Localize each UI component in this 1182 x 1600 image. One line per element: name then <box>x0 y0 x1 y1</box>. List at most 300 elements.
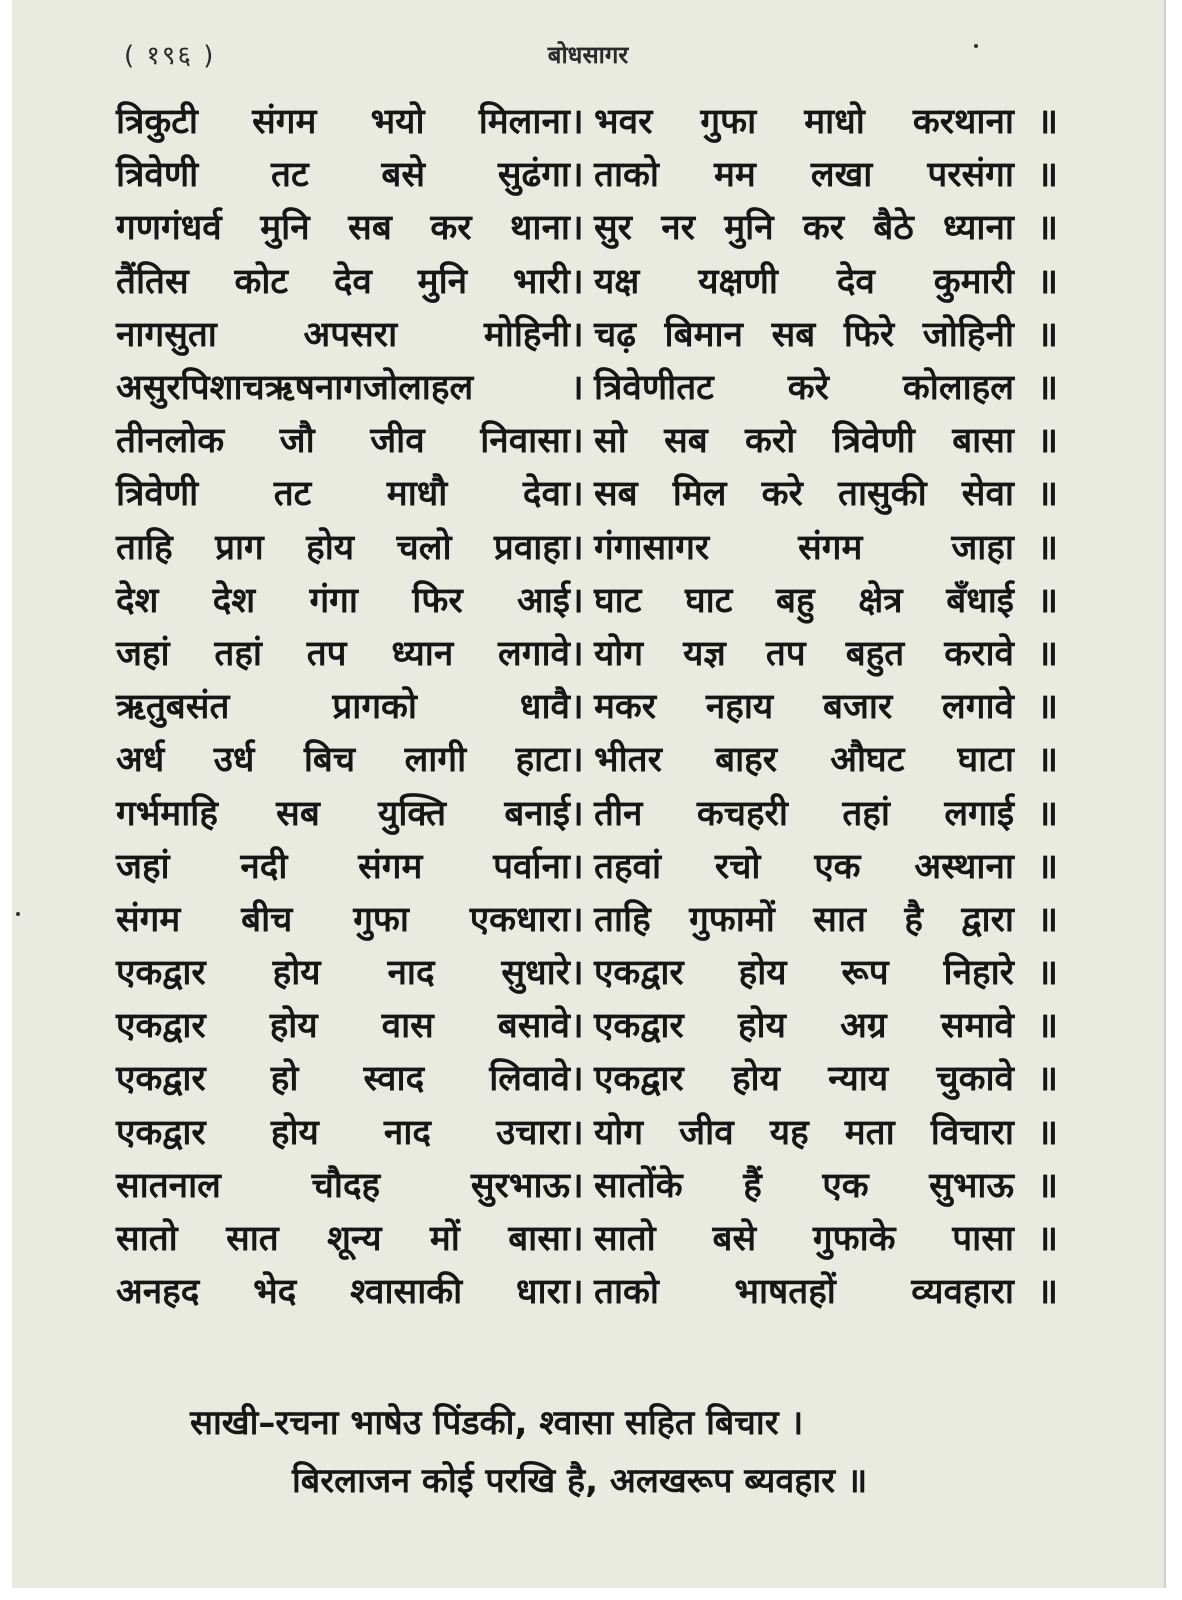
verse-word: सेवा <box>961 474 1014 515</box>
verse-word: निवासा <box>480 421 570 462</box>
verse-word: भयो <box>370 102 425 143</box>
verse-half <box>584 1006 1014 1047</box>
double-danda-mark: ॥ <box>1037 1219 1058 1260</box>
verse-word: ताहि <box>116 527 173 568</box>
danda-mark: । <box>570 1112 584 1153</box>
verse-word: युक्ति <box>378 793 447 834</box>
verse-word: आई <box>517 580 570 621</box>
verse-word: सब <box>771 314 816 355</box>
double-danda-mark: ॥ <box>1037 368 1058 409</box>
verse-word: भीतर <box>594 740 662 781</box>
verse-word: जीव <box>679 1112 734 1153</box>
verse-half <box>584 527 1014 568</box>
verse-word: गुफाके <box>812 1219 896 1260</box>
page-number: ( १९६ ) <box>124 41 216 71</box>
verse-word: सो <box>594 421 627 462</box>
sakhi-line-2: बिरलाजन कोई परखि है, अलखरूप ब्यवहार ॥ <box>292 1461 868 1501</box>
verse-word: भवर <box>594 102 653 143</box>
speck <box>974 44 978 48</box>
double-danda-mark: ॥ <box>1037 1112 1058 1153</box>
verse-word: एकद्वार <box>116 1112 206 1153</box>
verse-word: जीव <box>370 421 425 462</box>
verse-line <box>112 96 1062 149</box>
verse-half <box>112 527 570 568</box>
verse-word: व्यवहारा <box>911 1272 1014 1313</box>
verse-word: क्षेत्र <box>858 580 903 621</box>
verse-word: देव <box>333 261 372 302</box>
verse-word: मकर <box>594 687 657 728</box>
verse-word: चलो <box>396 527 452 568</box>
verse-half <box>112 208 570 249</box>
verse-word: नहाय <box>705 687 774 728</box>
verse-word: होय <box>306 527 355 568</box>
verse-word: यक्षणी <box>698 261 778 302</box>
verse-word: गणगंधर्व <box>116 208 222 249</box>
double-danda-mark: ॥ <box>1037 155 1058 196</box>
verse-half <box>584 102 1014 143</box>
verse-word: यह <box>769 1112 809 1153</box>
verse-word: त्रिवेणी <box>832 421 915 462</box>
verse-word: ऋतुबसंत <box>116 687 230 728</box>
verse-half <box>584 208 1014 249</box>
verse-word: करथाना <box>912 102 1014 143</box>
verse-word: प्रवाहा <box>493 527 570 568</box>
verse-word: हो <box>270 1059 299 1100</box>
double-danda-mark: ॥ <box>1037 474 1058 515</box>
verse-half <box>584 474 1014 515</box>
verse-word: असुरपिशाचऋषनागजोलाहल <box>116 368 474 409</box>
danda-mark: । <box>570 580 584 621</box>
verse-half <box>584 314 1014 355</box>
verse-half <box>112 102 570 143</box>
verse-line <box>112 575 1062 628</box>
verse-half <box>584 633 1014 674</box>
verse-word: लिवावे <box>489 1059 570 1100</box>
verse-word: हाटा <box>515 740 570 781</box>
verse-word: बनाई <box>504 793 570 834</box>
verse-word: बिच <box>303 740 356 781</box>
verse-word: मिलाना <box>478 102 570 143</box>
verse-half <box>112 474 570 515</box>
verse-word: एकद्वार <box>594 1059 684 1100</box>
verse-word: सब <box>594 474 638 515</box>
verse-line <box>112 309 1062 362</box>
danda-mark: । <box>570 1059 584 1100</box>
verse-half <box>112 953 570 994</box>
verse-word: तैंतिस <box>116 261 189 302</box>
verse-word: करे <box>787 368 829 409</box>
verse-word: नाद <box>387 953 435 994</box>
verse-half <box>112 899 570 940</box>
verse-word: गुफा <box>700 102 757 143</box>
verse-word: सातनाल <box>116 1165 221 1206</box>
danda-mark: । <box>570 261 584 302</box>
verse-word: भाषतहों <box>734 1272 836 1313</box>
verse-word: तीन <box>594 793 643 834</box>
verse-half <box>112 793 570 834</box>
verse-word: प्राग <box>215 527 264 568</box>
verse-half <box>584 1272 1014 1313</box>
verse-half <box>584 899 1014 940</box>
verse-word: कोट <box>234 261 289 302</box>
verse-word: अस्थाना <box>914 846 1014 887</box>
verse-word: गर्भमाहि <box>116 793 218 834</box>
double-danda-mark: ॥ <box>1037 846 1058 887</box>
verse-word: देश <box>212 580 256 621</box>
verse-word: सुधारे <box>501 953 570 994</box>
verse-word: चढ़ <box>594 314 636 355</box>
verse-word: संगम <box>252 102 317 143</box>
verse-word: एकद्वार <box>116 1006 206 1047</box>
verse-word: योग <box>594 633 644 674</box>
double-danda-mark: ॥ <box>1037 580 1058 621</box>
verse-word: चुकावे <box>936 1059 1014 1100</box>
verse-word: मुनि <box>417 261 468 302</box>
verse-word: देव <box>836 261 875 302</box>
verse-word: मुनि <box>260 208 310 249</box>
verse-word: समावे <box>940 1006 1014 1047</box>
verse-word: त्रिकुटी <box>116 102 198 143</box>
double-danda-mark: ॥ <box>1037 740 1058 781</box>
verse-word: जौ <box>279 421 315 462</box>
verse-word: सात <box>813 899 866 940</box>
verse-word: सुभाऊ <box>929 1165 1014 1206</box>
verse-half <box>112 1006 570 1047</box>
double-danda-mark: ॥ <box>1037 633 1058 674</box>
danda-mark: । <box>570 899 584 940</box>
verse-half <box>584 687 1014 728</box>
double-danda-mark: ॥ <box>1037 1059 1058 1100</box>
verse-word: मता <box>844 1112 895 1153</box>
verse-word: अनहद <box>116 1272 200 1313</box>
verse-word: यक्ष <box>594 261 640 302</box>
verse-word: नर <box>661 208 695 249</box>
verse-word: भेद <box>253 1272 297 1313</box>
verse-line <box>112 628 1062 681</box>
verse-word: ताहि <box>594 899 651 940</box>
danda-mark: । <box>570 846 584 887</box>
verse-word: बासा <box>508 1219 570 1260</box>
verse-line <box>112 362 1062 415</box>
double-danda-mark: ॥ <box>1037 793 1058 834</box>
verse-word: उर्ध <box>213 740 255 781</box>
verse-word: बजार <box>822 687 893 728</box>
verse-half <box>584 1165 1014 1206</box>
verse-half <box>112 1165 570 1206</box>
verse-word: धावै <box>519 687 570 728</box>
verse-half <box>584 740 1014 781</box>
verse-word: करे <box>761 474 803 515</box>
verse-word: द्वारा <box>961 899 1014 940</box>
verse-word: त्रिवेणी <box>116 474 199 515</box>
verse-half <box>112 846 570 887</box>
verse-word: नदी <box>240 846 288 887</box>
verse-word: गंगा <box>309 580 358 621</box>
verse-word: लागी <box>404 740 467 781</box>
verse-half <box>112 1219 570 1260</box>
verse-word: लखा <box>810 155 873 196</box>
verse-word: सुर <box>594 208 632 249</box>
verse-word: बँधाई <box>946 580 1014 621</box>
verse-word: बासा <box>952 421 1014 462</box>
verse-word: है <box>904 899 923 940</box>
verse-line <box>112 681 1062 734</box>
verse-word: बसावे <box>497 1006 570 1047</box>
verse-word: बहु <box>776 580 815 621</box>
verse-word: रूप <box>841 953 889 994</box>
verse-word: तट <box>273 474 312 515</box>
verse-word: माधो <box>804 102 865 143</box>
verse-word: एकधारा <box>469 899 570 940</box>
verse-word: होय <box>737 1006 786 1047</box>
danda-mark: । <box>570 314 584 355</box>
verse-half <box>584 421 1014 462</box>
verse-word: बाहर <box>715 740 778 781</box>
verse-half <box>112 368 570 409</box>
double-danda-mark: ॥ <box>1037 1272 1058 1313</box>
verse-line <box>112 841 1062 894</box>
verse-word: संगम <box>798 527 863 568</box>
verse-word: तहां <box>214 633 262 674</box>
verse-word: सब <box>348 208 392 249</box>
verse-word: औघट <box>830 740 905 781</box>
verse-word: देश <box>116 580 159 621</box>
verse-word: रचो <box>714 846 761 887</box>
verse-line <box>112 468 1062 521</box>
danda-mark: । <box>570 527 584 568</box>
verse-word: सब <box>276 793 320 834</box>
danda-mark: । <box>570 953 584 994</box>
verse-word: पासा <box>952 1219 1014 1260</box>
verse-word: घाटा <box>957 740 1014 781</box>
verse-word: जहां <box>116 846 170 887</box>
verse-word: त्रिवेणी <box>116 155 199 196</box>
verse-word: एकद्वार <box>116 953 206 994</box>
verse-word: स्वाद <box>363 1059 425 1100</box>
danda-mark: । <box>570 1219 584 1260</box>
verse-word: करो <box>745 421 796 462</box>
running-title: बोधसागर <box>547 41 629 69</box>
verse-half <box>112 1112 570 1153</box>
double-danda-mark: ॥ <box>1037 421 1058 462</box>
danda-mark: । <box>570 102 584 143</box>
verse-word: सातोंके <box>594 1165 683 1206</box>
verse-word: मों <box>429 1219 460 1260</box>
danda-mark: । <box>570 208 584 249</box>
verse-half <box>584 793 1014 834</box>
verse-word: एक <box>822 1165 869 1206</box>
double-danda-mark: ॥ <box>1037 953 1058 994</box>
verse-half <box>584 846 1014 887</box>
verse-word: योग <box>594 1112 644 1153</box>
verse-word: सुरभाऊ <box>470 1165 570 1206</box>
verse-word: लगावे <box>942 687 1014 728</box>
double-danda-mark: ॥ <box>1037 687 1058 728</box>
double-danda-mark: ॥ <box>1037 261 1058 302</box>
danda-mark: । <box>570 421 584 462</box>
verse-word: तहवां <box>594 846 662 887</box>
verse-word: फिरे <box>843 314 895 355</box>
verse-word: चौदह <box>311 1165 381 1206</box>
verse-word: नाद <box>383 1112 431 1153</box>
verse-word: एक <box>814 846 861 887</box>
verse-half <box>584 580 1014 621</box>
verse-word: मिल <box>672 474 727 515</box>
verse-half <box>584 1219 1014 1260</box>
double-danda-mark: ॥ <box>1037 208 1058 249</box>
verse-word: हैं <box>743 1165 762 1206</box>
double-danda-mark: ॥ <box>1037 1006 1058 1047</box>
verse-line <box>112 1000 1062 1053</box>
verse-half <box>584 261 1014 302</box>
verse-word: तप <box>765 633 806 674</box>
verse-half <box>112 687 570 728</box>
verse-word: सातो <box>116 1219 178 1260</box>
verse-word: विचारा <box>930 1112 1014 1153</box>
verse-word: गुफामों <box>689 899 775 940</box>
verse-word: जाहा <box>951 527 1014 568</box>
verse-word: लगाई <box>944 793 1014 834</box>
verse-word: परसंगा <box>927 155 1014 196</box>
page-header <box>12 36 1164 76</box>
double-danda-mark: ॥ <box>1037 899 1058 940</box>
verse-word: बीच <box>241 899 293 940</box>
verse-word: पर्वाना <box>493 846 570 887</box>
verse-line <box>112 256 1062 309</box>
verse-word: संगम <box>358 846 423 887</box>
verse-half <box>112 261 570 302</box>
verse-word: कोलाहल <box>902 368 1014 409</box>
verse-word: संगम <box>116 899 181 940</box>
verse-half <box>112 1059 570 1100</box>
verse-line <box>112 415 1062 468</box>
verse-line <box>112 202 1062 255</box>
verse-line <box>112 1160 1062 1213</box>
verse-word: ताको <box>594 1272 659 1313</box>
verse-word: नागसुता <box>116 314 217 355</box>
verse-half <box>112 633 570 674</box>
verse-word: होय <box>731 1059 780 1100</box>
verse-line <box>112 522 1062 575</box>
verse-word: कर <box>430 208 472 249</box>
double-danda-mark: ॥ <box>1037 1165 1058 1206</box>
verse-word: एकद्वार <box>594 1006 684 1047</box>
double-danda-mark: ॥ <box>1037 314 1058 355</box>
verse-word: यज्ञ <box>683 633 726 674</box>
verse-half <box>584 1059 1014 1100</box>
verse-word: कचहरी <box>696 793 788 834</box>
verse-half <box>584 155 1014 196</box>
verse-word: अर्ध <box>116 740 165 781</box>
verse-word: बैठे <box>873 208 914 249</box>
verse-word: माधौ <box>386 474 448 515</box>
verse-word: सब <box>664 421 708 462</box>
verse-word: घाट <box>685 580 733 621</box>
verse-word: प्रागको <box>332 687 417 728</box>
danda-mark: । <box>570 793 584 834</box>
verse-line <box>112 1213 1062 1266</box>
verse-line <box>112 1053 1062 1106</box>
verse-word: ताको <box>594 155 659 196</box>
verse-word: शून्य <box>327 1219 382 1260</box>
verse-word: थाना <box>510 208 570 249</box>
verse-word: सातो <box>594 1219 656 1260</box>
verse-word: करावे <box>944 633 1014 674</box>
verse-word: फिर <box>412 580 463 621</box>
verse-word: मम <box>713 155 756 196</box>
verse-word: कुमारी <box>933 261 1014 302</box>
verse-word: सुढंगा <box>497 155 570 196</box>
verse-word: तासुकी <box>838 474 927 515</box>
danda-mark: । <box>570 633 584 674</box>
verse-half <box>112 421 570 462</box>
verse-word: एकद्वार <box>116 1059 206 1100</box>
verse-half <box>584 368 1014 409</box>
verse-word: भारी <box>512 261 570 302</box>
verse-line <box>112 947 1062 1000</box>
verse-half <box>112 740 570 781</box>
verse-word: तप <box>306 633 347 674</box>
verse-word: होय <box>269 1006 318 1047</box>
verse-word: वास <box>381 1006 434 1047</box>
verse-word: गंगासागर <box>594 527 710 568</box>
verse-half <box>584 1112 1014 1153</box>
verse-word: लगावे <box>498 633 570 674</box>
double-danda-mark: ॥ <box>1037 102 1058 143</box>
verse-line <box>112 149 1062 202</box>
verse-word: तट <box>271 155 309 196</box>
verse-word: बहुत <box>845 633 905 674</box>
verse-word: तीनलोक <box>116 421 225 462</box>
verse-word: बसे <box>712 1219 757 1260</box>
book-page <box>12 0 1166 1588</box>
danda-mark: । <box>570 1272 584 1313</box>
verse-half <box>112 155 570 196</box>
verse-word: बसे <box>381 155 426 196</box>
verse-half <box>112 314 570 355</box>
danda-mark: । <box>570 687 584 728</box>
verse-line <box>112 787 1062 840</box>
danda-mark: । <box>570 740 584 781</box>
verse-word: तहां <box>842 793 890 834</box>
verse-half <box>112 580 570 621</box>
verse-word: धारा <box>516 1272 570 1313</box>
verse-word: एकद्वार <box>594 953 684 994</box>
verse-line <box>112 1266 1062 1319</box>
verse-word: होय <box>738 953 787 994</box>
verse-word: सात <box>226 1219 279 1260</box>
verse-word: ध्यान <box>391 633 454 674</box>
verse-half <box>112 1272 570 1313</box>
verse-line <box>112 894 1062 947</box>
danda-mark: । <box>570 155 584 196</box>
verse-word: बिमान <box>664 314 743 355</box>
danda-mark: । <box>570 474 584 515</box>
verse-word: कर <box>802 208 845 249</box>
verse-word: होय <box>272 953 321 994</box>
danda-mark: । <box>570 1165 584 1206</box>
verse-word: ध्याना <box>942 208 1014 249</box>
speck <box>16 912 20 916</box>
verse-word: अग्र <box>840 1006 887 1047</box>
sakhi-line-1: साखी–रचना भाषेउ पिंडकी, श्वासा सहित बिचार । <box>190 1403 804 1443</box>
verse-word: मुनि <box>724 208 774 249</box>
danda-mark: । <box>570 1006 584 1047</box>
verse-half <box>584 953 1014 994</box>
verse-word: जोहिनी <box>922 314 1014 355</box>
verse-word: न्याय <box>828 1059 889 1100</box>
verse-line <box>112 734 1062 787</box>
